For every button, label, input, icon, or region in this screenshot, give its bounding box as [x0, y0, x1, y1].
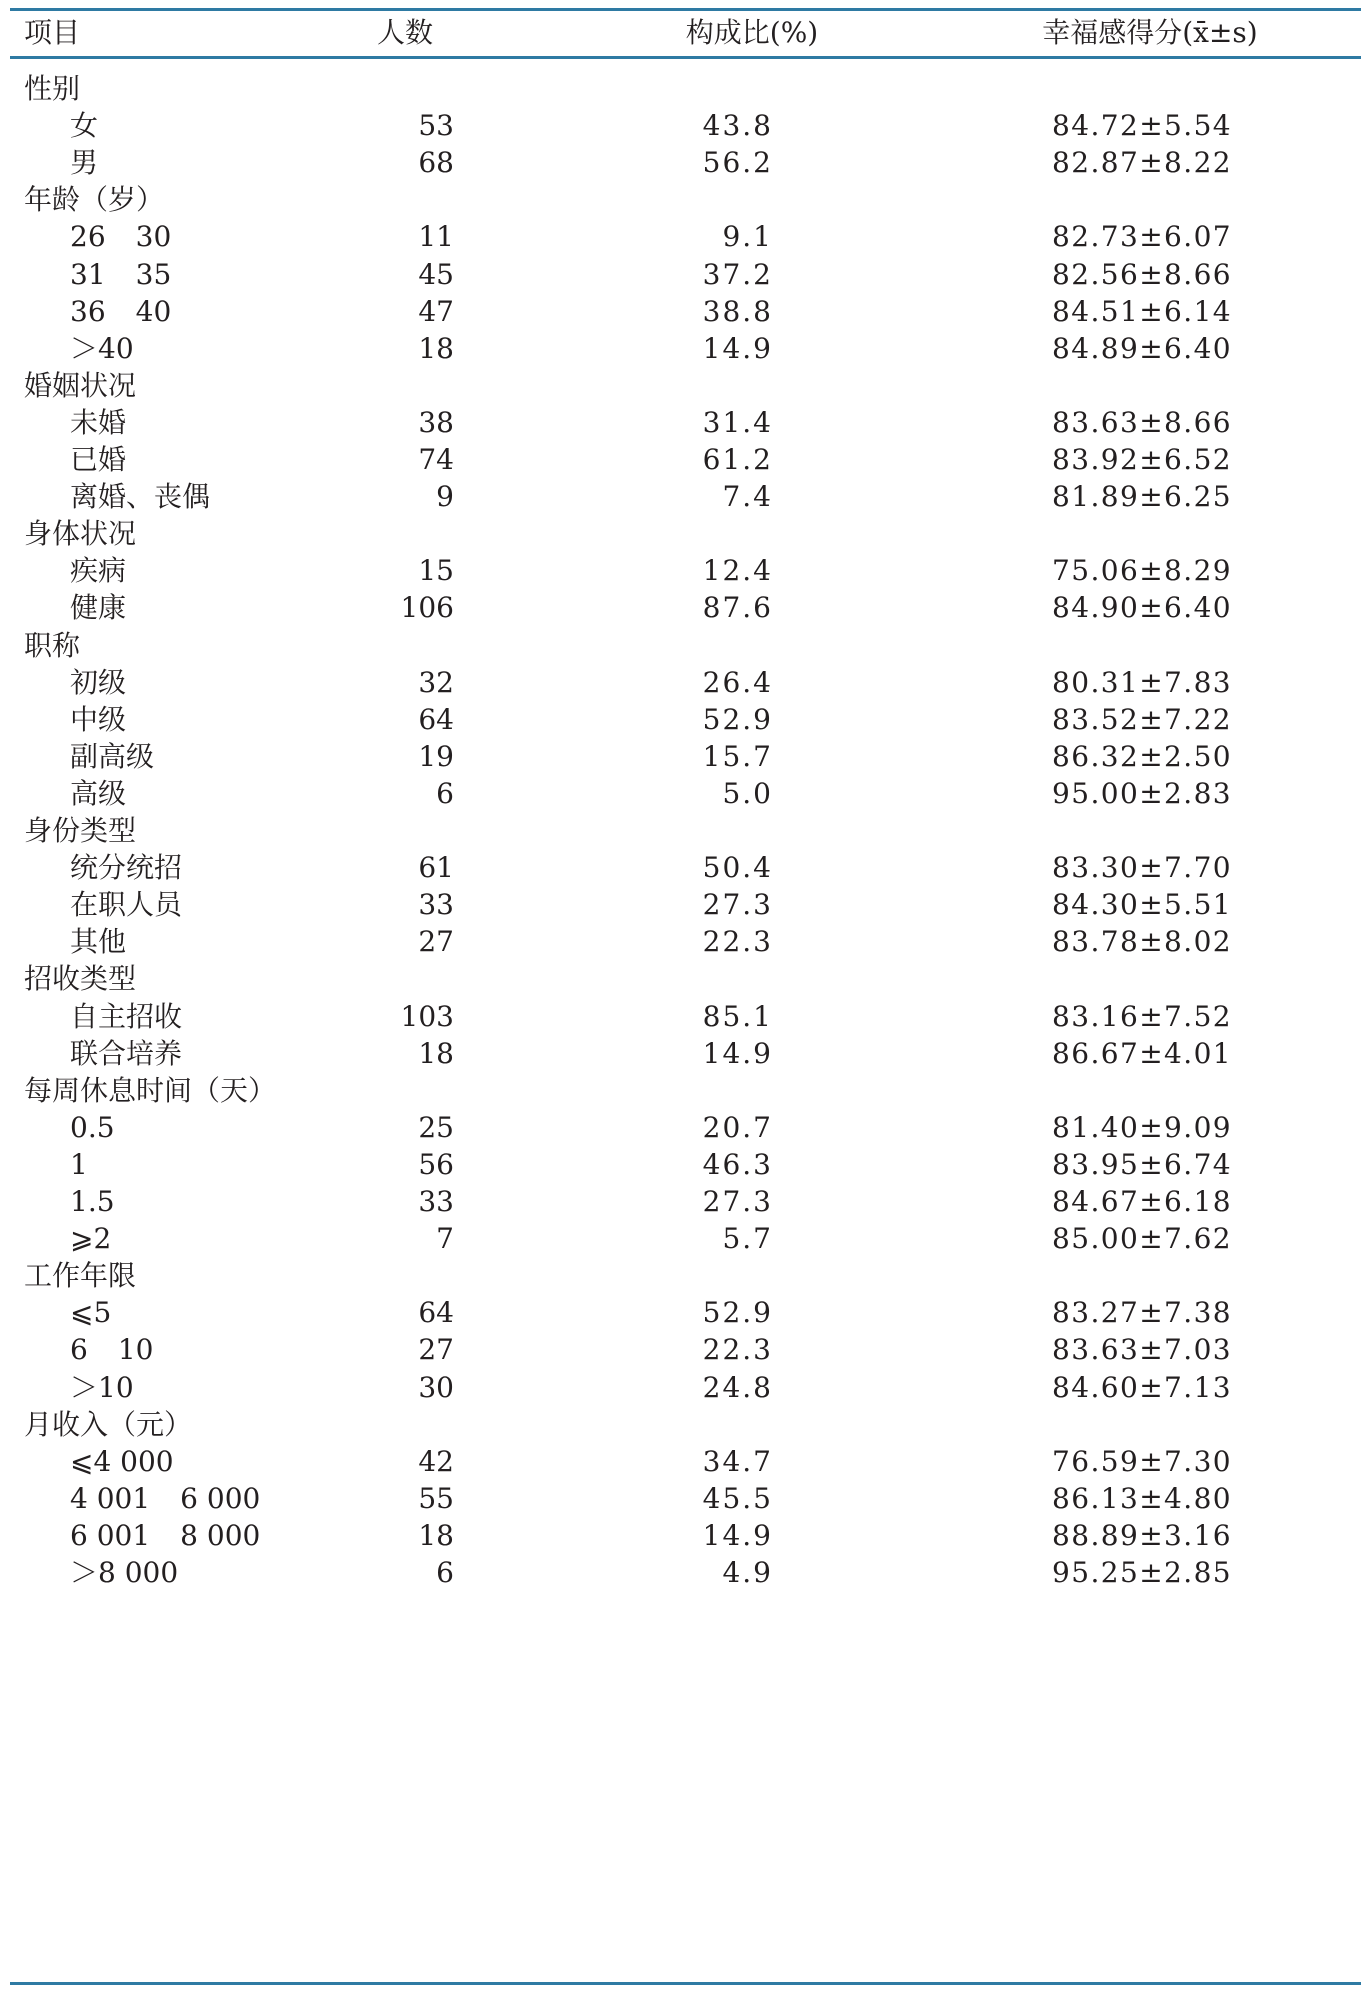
- count-cell: 9: [436, 480, 454, 514]
- count-cell: 56: [418, 1147, 454, 1181]
- ratio-cell: 26.4: [702, 665, 773, 699]
- range-part: 8 000: [180, 1518, 261, 1552]
- count-cell: 6: [436, 776, 454, 810]
- range-part: 30: [135, 220, 172, 254]
- count-cell: 61: [418, 851, 454, 885]
- score-cell: 84.90±6.40: [1052, 591, 1232, 625]
- count-cell: 42: [418, 1444, 454, 1478]
- ratio-cell: 9.1: [722, 220, 773, 254]
- ratio-cell: 27.3: [702, 1185, 773, 1218]
- item-label: 联合培养: [70, 1036, 183, 1070]
- ratio-cell: 34.7: [702, 1444, 773, 1478]
- count-cell: 27: [418, 1333, 454, 1367]
- ratio-cell: 22.3: [702, 925, 773, 959]
- score-cell: 81.89±6.25: [1052, 480, 1232, 514]
- count-cell: 103: [400, 999, 454, 1033]
- range-part: 35: [135, 257, 172, 291]
- range-part: 4 001: [70, 1481, 151, 1515]
- range-part: 6 000: [180, 1481, 261, 1515]
- ratio-cell: 12.4: [702, 554, 773, 588]
- range-part: 36: [70, 294, 106, 328]
- item-label: 统分统招: [70, 851, 183, 885]
- count-cell: 11: [418, 220, 454, 254]
- score-cell: 83.27±7.38: [1052, 1296, 1232, 1330]
- ratio-cell: 56.2: [702, 146, 773, 180]
- group-label: 年龄（岁）: [24, 183, 165, 217]
- ratio-cell: 7.4: [722, 480, 773, 514]
- header-count: 人数: [376, 16, 433, 49]
- ratio-cell: 37.2: [702, 257, 773, 291]
- ratio-cell: 52.9: [702, 1296, 773, 1330]
- range-part: 10: [117, 1333, 154, 1367]
- count-cell: 6: [436, 1556, 454, 1589]
- score-cell: 83.30±7.70: [1052, 851, 1232, 885]
- score-cell: 84.67±6.18: [1052, 1185, 1232, 1218]
- ratio-cell: 43.8: [702, 109, 773, 143]
- item-label: 在职人员: [70, 888, 183, 922]
- table-header-row: [0, 10, 1367, 56]
- item-label: 自主招收: [70, 999, 183, 1033]
- table-row: [0, 1550, 1367, 1596]
- ratio-cell: 50.4: [702, 851, 773, 885]
- item-label: 其他: [70, 925, 127, 959]
- ratio-cell: 27.3: [702, 888, 773, 922]
- group-label: 月收入（元）: [24, 1407, 193, 1441]
- ratio-cell: 4.9: [722, 1556, 773, 1589]
- count-cell: 19: [418, 739, 454, 773]
- count-cell: 38: [418, 405, 454, 439]
- ratio-cell: 5.0: [722, 776, 773, 810]
- group-label: 职称: [24, 628, 81, 662]
- group-label: 身体状况: [24, 517, 137, 551]
- group-label: 工作年限: [24, 1259, 137, 1293]
- score-cell: 83.92±6.52: [1052, 443, 1232, 476]
- header-score: 幸福感得分(x̄±s): [1042, 16, 1258, 49]
- ratio-cell: 87.6: [702, 591, 773, 625]
- ratio-cell: 14.9: [702, 1036, 773, 1070]
- score-cell: 86.67±4.01: [1052, 1036, 1232, 1070]
- item-label: ＞8 000: [70, 1556, 179, 1589]
- ratio-cell: 46.3: [702, 1147, 773, 1181]
- item-label: 男: [70, 146, 99, 180]
- count-cell: 33: [418, 888, 454, 922]
- score-cell: 84.30±5.51: [1052, 888, 1232, 922]
- score-cell: 83.95±6.74: [1052, 1147, 1232, 1181]
- ratio-cell: 45.5: [702, 1481, 773, 1515]
- score-cell: 83.63±8.66: [1052, 405, 1232, 439]
- ratio-cell: 14.9: [702, 1518, 773, 1552]
- item-label: 初级: [70, 665, 127, 699]
- count-cell: 25: [418, 1110, 454, 1144]
- ratio-cell: 24.8: [702, 1370, 773, 1404]
- score-cell: 82.87±8.22: [1052, 146, 1232, 180]
- item-label: ⩾2: [70, 1222, 112, 1256]
- group-label: 招收类型: [24, 962, 137, 996]
- table-header-rule: [10, 56, 1361, 59]
- score-cell: 88.89±3.16: [1052, 1518, 1232, 1552]
- score-cell: 85.00±7.62: [1052, 1222, 1232, 1256]
- item-label: 女: [70, 109, 99, 143]
- count-cell: 55: [418, 1481, 454, 1515]
- score-cell: 80.31±7.83: [1052, 665, 1232, 699]
- table-bottom-rule: [10, 1982, 1361, 1985]
- group-label: 每周休息时间（天）: [24, 1073, 277, 1107]
- score-cell: 95.00±2.83: [1052, 776, 1232, 810]
- ratio-cell: 5.7: [722, 1222, 773, 1256]
- score-cell: 83.63±7.03: [1052, 1333, 1232, 1367]
- item-label: ⩽5: [70, 1296, 112, 1330]
- score-cell: 83.78±8.02: [1052, 925, 1232, 959]
- ratio-cell: 61.2: [702, 443, 773, 476]
- range-part: 26: [70, 220, 106, 254]
- count-cell: 18: [418, 331, 454, 365]
- item-label: ＞10: [70, 1370, 134, 1404]
- item-label: 中级: [70, 702, 127, 736]
- count-cell: 15: [418, 554, 454, 588]
- ratio-cell: 52.9: [702, 702, 773, 736]
- ratio-cell: 20.7: [702, 1110, 773, 1144]
- count-cell: 18: [418, 1036, 454, 1070]
- count-cell: 47: [418, 294, 454, 328]
- score-cell: 82.56±8.66: [1052, 257, 1232, 291]
- score-cell: 84.51±6.14: [1052, 294, 1232, 328]
- ratio-cell: 85.1: [702, 999, 773, 1033]
- score-cell: 86.13±4.80: [1052, 1481, 1232, 1515]
- item-label: 副高级: [70, 739, 155, 773]
- ratio-cell: 38.8: [702, 294, 773, 328]
- ratio-cell: 14.9: [702, 331, 773, 365]
- item-label: ＞40: [70, 331, 134, 365]
- score-cell: 75.06±8.29: [1052, 554, 1232, 588]
- count-cell: 45: [418, 257, 454, 291]
- item-label: 1.5: [70, 1185, 115, 1218]
- count-cell: 68: [418, 146, 454, 180]
- item-label: 未婚: [70, 405, 127, 439]
- count-cell: 64: [418, 1296, 454, 1330]
- count-cell: 18: [418, 1518, 454, 1552]
- score-cell: 82.73±6.07: [1052, 220, 1232, 254]
- count-cell: 30: [418, 1370, 454, 1404]
- score-cell: 84.89±6.40: [1052, 331, 1232, 365]
- group-label: 性别: [24, 72, 81, 105]
- count-cell: 64: [418, 702, 454, 736]
- item-label: 0.5: [70, 1110, 115, 1144]
- ratio-cell: 31.4: [702, 405, 773, 439]
- score-cell: 76.59±7.30: [1052, 1444, 1232, 1478]
- score-cell: 86.32±2.50: [1052, 739, 1232, 773]
- ratio-cell: 22.3: [702, 1333, 773, 1367]
- item-label: ⩽4 000: [70, 1444, 174, 1478]
- score-cell: 95.25±2.85: [1052, 1556, 1232, 1589]
- score-cell: 83.52±7.22: [1052, 702, 1232, 736]
- ratio-cell: 15.7: [702, 739, 773, 773]
- range-part: 6 001: [70, 1518, 151, 1552]
- count-cell: 32: [418, 665, 454, 699]
- count-cell: 7: [436, 1222, 454, 1256]
- item-label: 1: [70, 1147, 88, 1181]
- header-item: 项目: [24, 16, 81, 49]
- count-cell: 106: [400, 591, 454, 625]
- group-label: 身份类型: [24, 814, 137, 847]
- group-label: 婚姻状况: [24, 368, 137, 402]
- count-cell: 74: [418, 443, 454, 476]
- item-label: 健康: [70, 591, 127, 625]
- range-part: 31: [70, 257, 106, 291]
- count-cell: 53: [418, 109, 454, 143]
- header-ratio: 构成比(%): [685, 16, 819, 49]
- count-cell: 33: [418, 1185, 454, 1218]
- score-cell: 81.40±9.09: [1052, 1110, 1232, 1144]
- range-part: 6: [70, 1333, 88, 1367]
- item-label: 已婚: [70, 443, 127, 476]
- item-label: 疾病: [70, 554, 127, 588]
- range-part: 40: [135, 294, 172, 328]
- item-label: 离婚、丧偶: [70, 480, 211, 514]
- item-label: 高级: [70, 776, 127, 810]
- score-cell: 84.72±5.54: [1052, 109, 1232, 143]
- score-cell: 84.60±7.13: [1052, 1370, 1232, 1404]
- score-cell: 83.16±7.52: [1052, 999, 1232, 1033]
- count-cell: 27: [418, 925, 454, 959]
